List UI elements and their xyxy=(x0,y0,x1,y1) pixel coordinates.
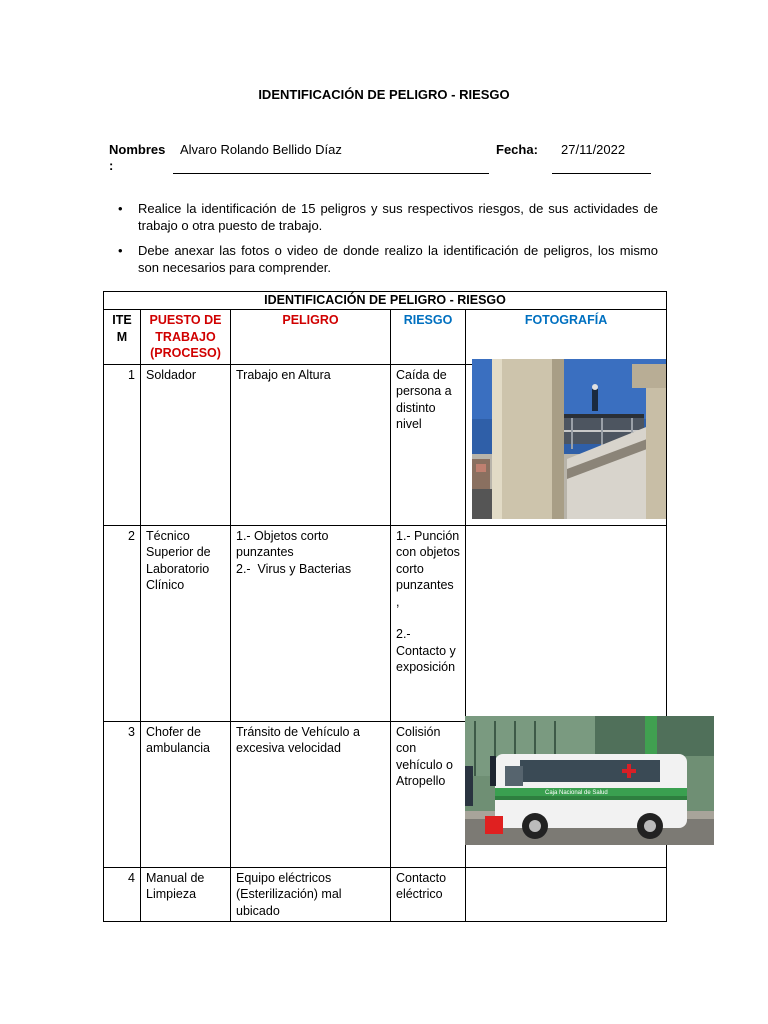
riesgo-cell xyxy=(391,525,466,721)
riesgo-cell: Contacto eléctrico xyxy=(391,867,466,922)
riesgo-line: 2.- Contacto y exposición xyxy=(396,627,456,674)
nombres-label: Nombres xyxy=(109,142,166,157)
document-title: IDENTIFICACIÓN DE PELIGRO - RIESGO xyxy=(258,87,510,102)
table-row xyxy=(104,525,667,721)
peligro-cell xyxy=(231,525,391,721)
nombres-value: Alvaro Rolando Bellido Díaz xyxy=(180,142,342,157)
puesto-cell: Manual de Limpieza xyxy=(141,867,231,922)
peligro-cell: Trabajo en Altura xyxy=(231,364,391,525)
photo-cell xyxy=(466,867,667,922)
item-cell: 2 xyxy=(104,525,141,721)
nombres-underline xyxy=(173,173,489,174)
riesgo-line: 1.- Punción con objetos corto punzantes , xyxy=(396,528,460,609)
fecha-label: Fecha: xyxy=(496,142,538,157)
header-riesgo: RIESGO xyxy=(391,310,466,365)
riesgo-cell: Colisión con vehículo o Atropello xyxy=(391,721,466,867)
header-puesto: PUESTO DE TRABAJO (PROCESO) xyxy=(141,310,231,365)
header-item: ITE M xyxy=(104,310,141,365)
peligro-line: 2.- Virus y Bacterias xyxy=(236,561,352,576)
item-cell: 3 xyxy=(104,721,141,867)
peligro-cell: Equipo eléctricos (Esterilización) mal ubicado xyxy=(231,867,391,922)
ambulance-photo xyxy=(465,716,714,845)
instructions-list xyxy=(110,200,658,284)
instruction-item: • Debe anexar las fotos o video de donde realizo la identificación de peligros, los mismo son necesarios para comprender. xyxy=(110,242,658,276)
item-cell: 1 xyxy=(104,364,141,525)
header-fotografia: FOTOGRAFÍA xyxy=(466,310,667,365)
fecha-underline xyxy=(552,173,651,174)
table-title: IDENTIFICACIÓN DE PELIGRO - RIESGO xyxy=(104,292,667,310)
photo-cell xyxy=(466,525,667,721)
fecha-value: 27/11/2022 xyxy=(561,142,626,157)
nombres-colon: : xyxy=(109,158,114,173)
instruction-item: • Realice la identificación de 15 peligros y sus respectivos riesgos, de sus actividades de trabajo o otra puesto de trabajo. xyxy=(110,200,658,234)
riesgo-cell: Caída de persona a distinto nivel xyxy=(391,364,466,525)
peligro-cell: Tránsito de Vehículo a excesiva velocidad xyxy=(231,721,391,867)
header-peligro: PELIGRO xyxy=(231,310,391,365)
puesto-cell: Técnico Superior de Laboratorio Clínico xyxy=(141,525,231,721)
item-cell: 4 xyxy=(104,867,141,922)
svg-text:Caja Nacional de Salud: Caja Nacional de Salud xyxy=(545,790,608,796)
puesto-cell: Soldador xyxy=(141,364,231,525)
construction-columns-photo xyxy=(472,359,666,519)
table-row xyxy=(104,867,667,922)
peligro-line: 1.- Objetos corto punzantes xyxy=(236,528,329,559)
puesto-cell: Chofer de ambulancia xyxy=(141,721,231,867)
